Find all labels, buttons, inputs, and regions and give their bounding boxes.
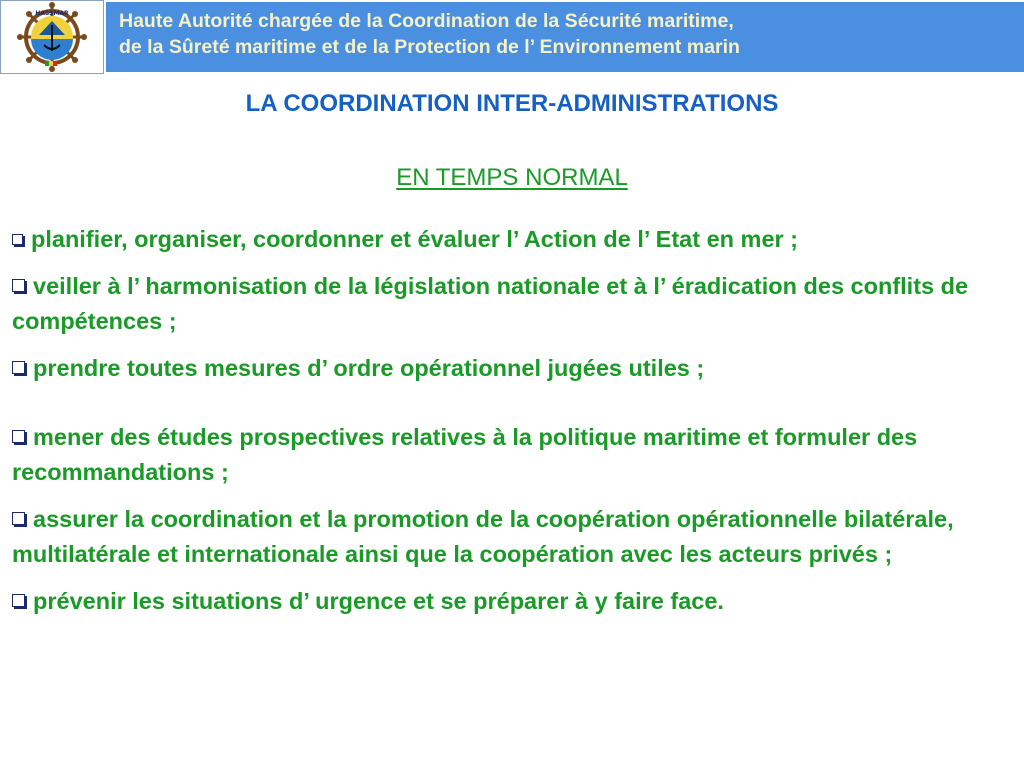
checkbox-bullet-icon: [12, 234, 23, 245]
checkbox-bullet-icon: [12, 430, 25, 443]
ship-wheel-emblem-icon: [1, 1, 103, 73]
list-item: [12, 351, 1002, 386]
header: [0, 0, 1024, 74]
list-item: [12, 502, 1002, 572]
header-title-bar: [106, 2, 1024, 72]
checkbox-bullet-icon: [12, 361, 25, 374]
list-item: [12, 269, 1002, 339]
list-item-text: prévenir les situations d’ urgence et se préparer à y faire face.: [33, 588, 724, 614]
list-item-text: veiller à l’ harmonisation de la législation nationale et à l’ éradication des conflits de compétences ;: [12, 273, 969, 334]
list-item-text: prendre toutes mesures d’ ordre opérationnel jugées utiles ;: [33, 355, 705, 381]
list-item-text: mener des études prospectives relatives à la politique maritime et formuler des recommandations ;: [12, 424, 918, 485]
list-item: [12, 584, 1002, 619]
list-item-text: planifier, organiser, coordonner et évaluer l’ Action de l’ Etat en mer ;: [31, 226, 799, 252]
header-title-line2: de la Sûreté maritime et de la Protection de l’ Environnement marin: [119, 36, 740, 58]
checkbox-bullet-icon: [12, 594, 25, 607]
page-title: LA COORDINATION INTER-ADMINISTRATIONS: [245, 90, 779, 117]
checkbox-bullet-icon: [12, 279, 25, 292]
logo: [0, 0, 104, 74]
section-subtitle: [0, 163, 1024, 193]
bullet-list: [12, 222, 1002, 631]
section-subtitle-text: EN TEMPS NORMAL: [396, 164, 628, 191]
svg-text:HASSMAR: HASSMAR: [35, 10, 69, 17]
header-title-line1: Haute Autorité chargée de la Coordination de la Sécurité maritime,: [119, 10, 734, 32]
list-item: [12, 420, 1002, 490]
checkbox-bullet-icon: [12, 512, 25, 525]
list-item-text: assurer la coordination et la promotion de la coopération opérationnelle bilatérale, multilatérale et internationale ainsi que la coopération avec les acteurs privés ;: [12, 506, 954, 567]
list-item: [12, 222, 1002, 257]
